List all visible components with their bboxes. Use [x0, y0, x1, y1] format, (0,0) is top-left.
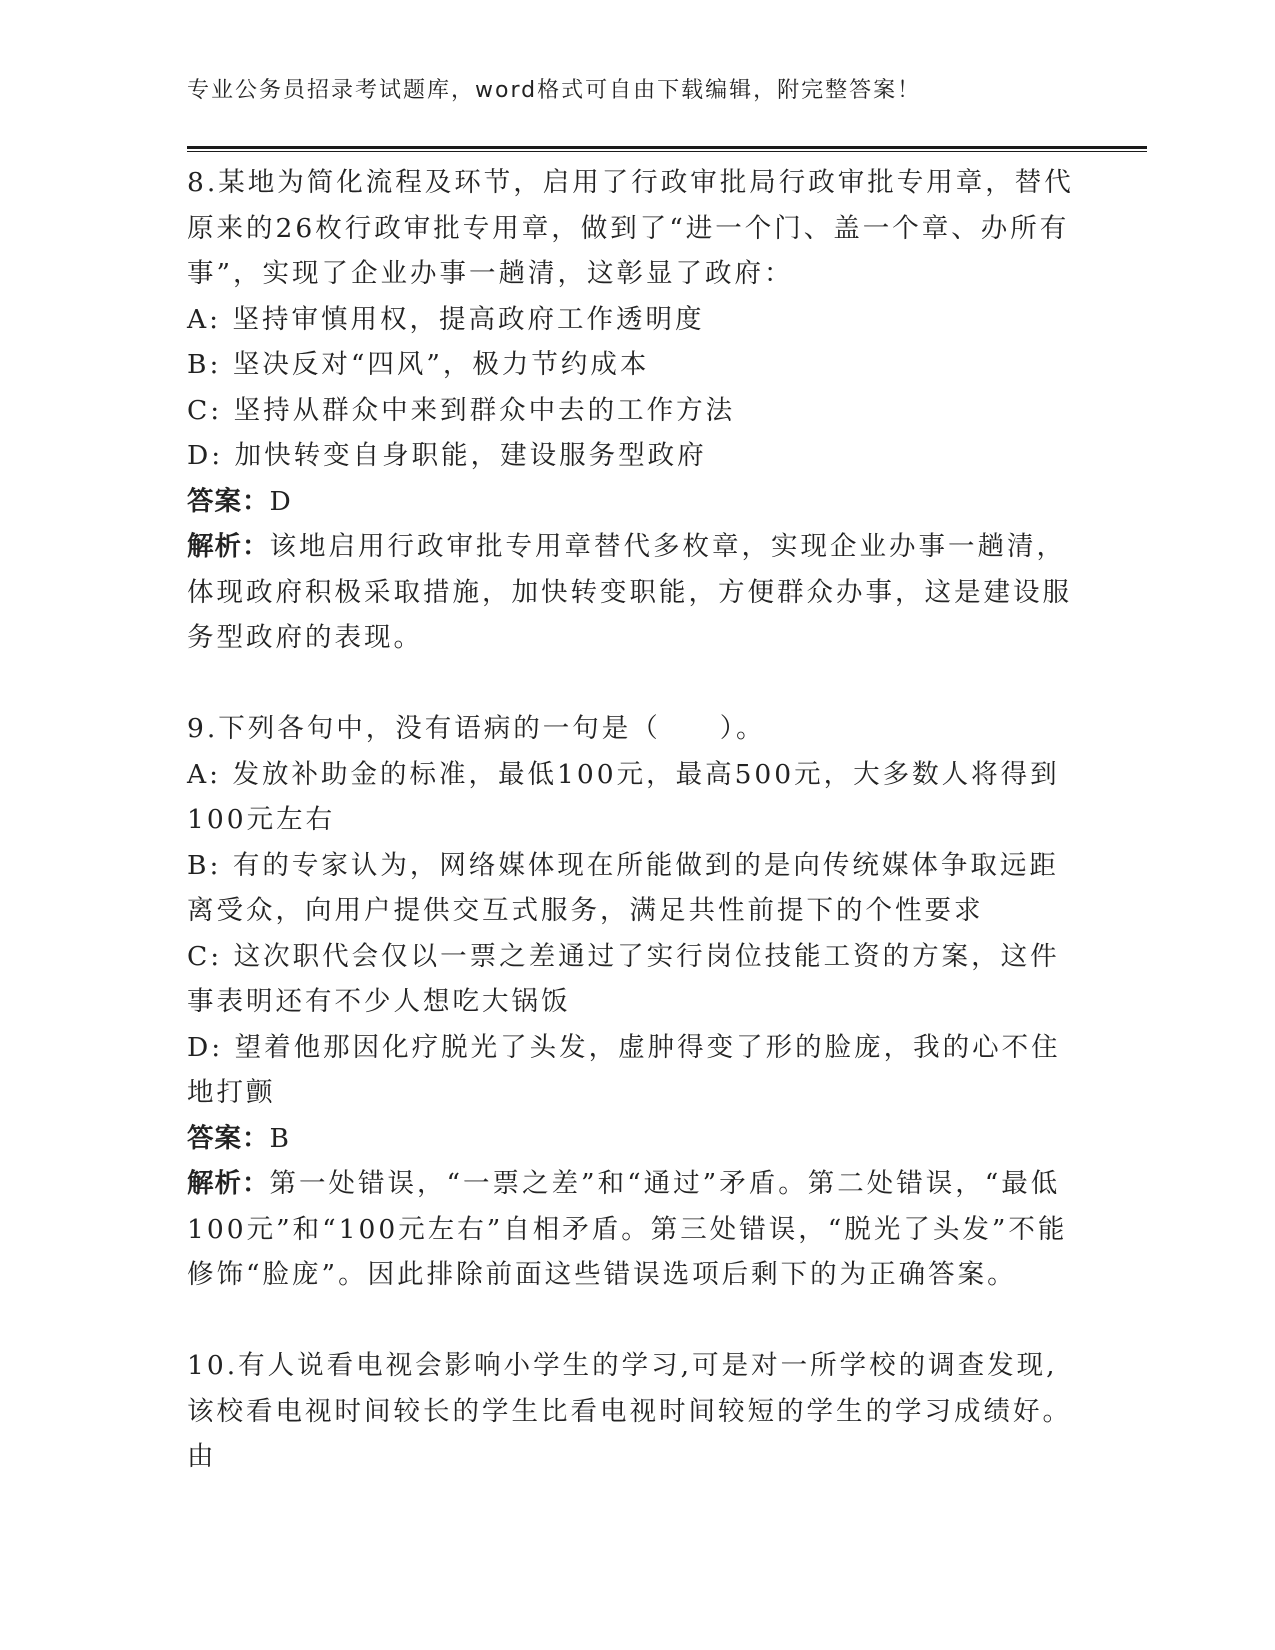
option-c: C: 这次职代会仅以一票之差通过了实行岗位技能工资的方案，这件事表明还有不少人想吃大锅饭 — [187, 940, 1060, 1017]
option-a: A: 发放补助金的标准，最低100元，最高500元，大多数人将得到100元左右 — [187, 758, 1060, 835]
answer-label: 答案： — [187, 1122, 270, 1154]
analysis-text: 第一处错误，“一票之差”和“通过”矛盾。第二处错误，“最低100元”和“100元左右”自相矛盾。第三处错误，“脱光了头发”不能修饰“脸庞”。因此排除前面这些错误选项后剩下的为正确答案。 — [187, 1168, 1068, 1290]
option-d: D: 加快转变自身职能，建设服务型政府 — [187, 440, 707, 471]
analysis-label: 解析： — [187, 531, 270, 562]
analysis-line — [187, 1161, 1077, 1298]
question-10 — [187, 1343, 1077, 1480]
question-stem: 8.某地为简化流程及环节，启用了行政审批局行政审批专用章，替代原来的26枚行政审批专用章，做到了“进一个门、盖一个章、办所有事”，实现了企业办事一趟清，这彰显了政府： — [187, 167, 1074, 289]
option-b: B: 有的专家认为，网络媒体现在所能做到的是向传统媒体争取远距离受众，向用户提供交互式服务，满足共性前提下的个性要求 — [187, 849, 1059, 926]
question-8 — [187, 160, 1077, 661]
analysis-text: 该地启用行政审批专用章替代多枚章，实现企业办事一趟清，体现政府积极采取措施，加快转变职能，方便群众办事，这是建设服务型政府的表现。 — [187, 531, 1072, 653]
answer-label: 答案： — [187, 485, 270, 517]
answer-value: D — [269, 485, 294, 517]
option-a: A: 坚持审慎用权，提高政府工作透明度 — [187, 303, 705, 335]
spacer — [187, 661, 1077, 707]
answer-line — [187, 479, 1077, 525]
analysis-label: 解析： — [187, 1168, 270, 1199]
page-header: 专业公务员招录考试题库，word格式可自由下载编辑，附完整答案！ — [187, 78, 922, 103]
option-d: D: 望着他那因化疗脱光了头发，虚肿得变了形的脸庞，我的心不住地打颤 — [187, 1031, 1061, 1108]
question-list — [187, 160, 1077, 1480]
question-stem: 9.下列各句中，没有语病的一句是（ ）。 — [187, 713, 766, 744]
answer-line — [187, 1116, 1077, 1162]
question-9 — [187, 706, 1077, 1298]
spacer — [187, 1298, 1077, 1344]
answer-value: B — [269, 1122, 292, 1154]
option-c: C: 坚持从群众中来到群众中去的工作方法 — [187, 394, 736, 426]
question-stem: 10.有人说看电视会影响小学生的学习,可是对一所学校的调查发现,该校看电视时间较长的学生比看电视时间较短的学生的学习成绩好。由 — [187, 1350, 1072, 1472]
analysis-line — [187, 524, 1077, 661]
option-b: B: 坚决反对“四风”，极力节约成本 — [187, 349, 650, 380]
header-divider-thin — [187, 151, 1147, 152]
header-divider-thick — [187, 146, 1147, 149]
